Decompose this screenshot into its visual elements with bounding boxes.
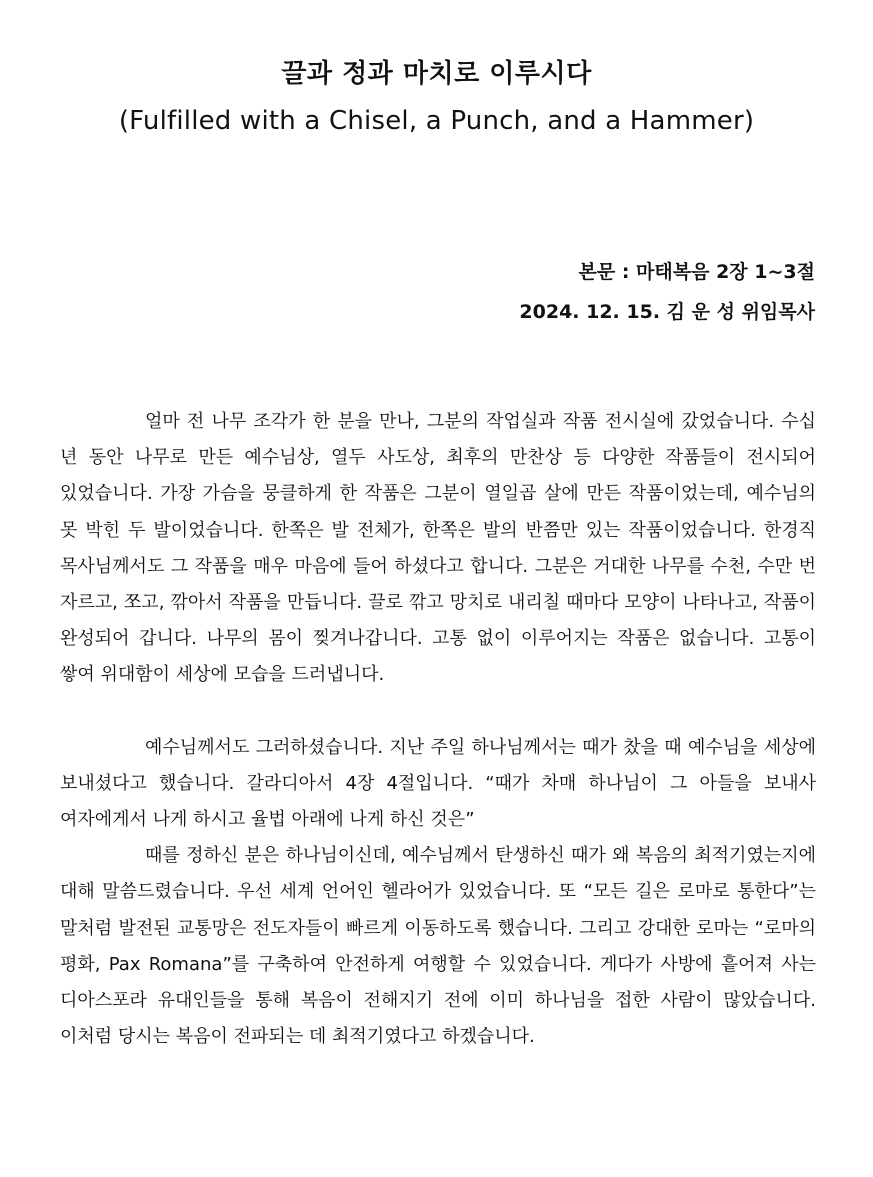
body-paragraph: 얼마 전 나무 조각가 한 분을 만나, 그분의 작업실과 작품 전시실에 갔었습니다. 수십 년 동안 나무로 만든 예수님상, 열두 사도상, 최후의 만찬상 등 다양한 작품들이 전시되어 있었습니다. 가장 가슴을 뭉클하게 한 작품은 그분이 열일곱 살에 만든 작품이었는데, 예수님의 못 박힌 두 발이었습니다. 한쪽은 발 전체가, 한쪽은 발의 반쯤만 있는 작품이었습니다. 한경직 목사님께서도 그 작품을 매우 마음에 들어 하셨다고 합니다. 그분은 거대한 나무를 수천, 수만 번 자르고, 쪼고, 깎아서 작품을 만듭니다. 끌로 깎고 망치로 내리칠 때마다 모양이 나타나고, 작품이 완성되어 갑니다. 나무의 몸이 찢겨나갑니다. 고통 없이 이루어지는 작품은 없습니다. 고통이 쌓여 위대함이 세상에 모습을 드러냅니다. [60,411,816,686]
body-paragraph: 때를 정하신 분은 하나님이신데, 예수님께서 탄생하신 때가 왜 복음의 최적기였는지에 대해 말씀드렸습니다. 우선 세계 언어인 헬라어가 있었습니다. 또 “모든 길은 로마로 통한다”는 말처럼 발전된 교통망은 전도자들이 빠르게 이동하도록 했습니다. 그리고 강대한 로마는 “로마의 평화, Pax Romana”를 구축하여 안전하게 여행할 수 있었습니다. 게다가 사방에 흩어져 사는 디아스포라 유대인들을 통해 복음이 전해지기 전에 이미 하나님을 접한 사람이 많았습니다. 이처럼 당시는 복음이 전파되는 데 최적기였다고 하겠습니다. [60,845,816,1048]
sermon-title-block [0,52,873,146]
sermon-meta [519,252,815,332]
body-paragraph: 예수님께서도 그러하셨습니다. 지난 주일 하나님께서는 때가 찼을 때 예수님을 세상에 보내셨다고 했습니다. 갈라디아서 4장 4절입니다. “때가 차매 하나님이 그 아들을 보내사 여자에게서 나게 하시고 율법 아래에 나게 하신 것은” [60,736,816,831]
paragraph-gap [60,694,816,730]
scripture-reference: 본문 : 마태복음 2장 1~3절 [578,261,815,283]
date-and-preacher: 2024. 12. 15. 김 운 성 위임목사 [519,301,815,323]
sermon-body [60,404,816,1055]
sermon-title-english: (Fulfilled with a Chisel, a Punch, and a Hammer) [118,106,755,136]
sermon-title-korean: 끌과 정과 마치로 이루시다 [281,59,592,89]
